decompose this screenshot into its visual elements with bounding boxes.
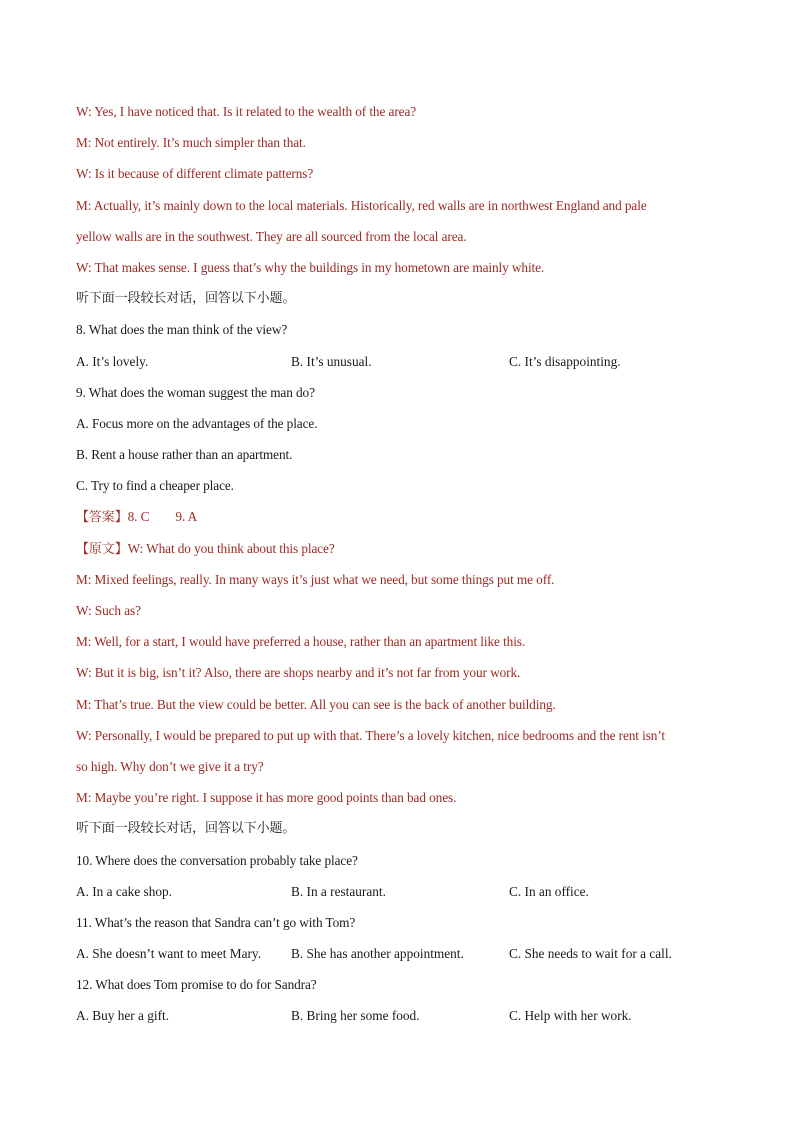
option-c: C. Try to find a cheaper place. (76, 478, 234, 494)
section-instruction: 听下面一段较长对话，回答以下小题。 (76, 821, 296, 837)
question-8: 8. What does the man think of the view? (76, 322, 288, 338)
transcript-first: W: What do you think about this place? (127, 540, 335, 556)
question-10-options (76, 880, 736, 911)
transcript-line: W: But it is big, isn’t it? Also, there are shops nearby and it’s not far from your work. (76, 665, 521, 681)
transcript-line: M: That’s true. But the view could be better. All you can see is the back of another building. (76, 696, 556, 712)
option-b: B. It’s unusual. (291, 353, 372, 369)
question-9: 9. What does the woman suggest the man do? (76, 384, 315, 400)
question-8-options (76, 350, 736, 381)
dialogue1-line: W: That makes sense. I guess that’s why the buildings in my hometown are mainly white. (76, 259, 545, 275)
question-11-options (76, 942, 736, 973)
answer-9: 9. A (175, 509, 198, 525)
answer-8: 8. C (127, 509, 150, 525)
transcript-line: W: Personally, I would be prepared to put up with that. There’s a lovely kitchen, nice bedrooms and the rent isn’t (76, 727, 666, 743)
transcript-line: W: Such as? (76, 603, 141, 618)
section-instruction: 听下面一段较长对话，回答以下小题。 (76, 291, 296, 307)
dialogue1-line: M: Not entirely. It’s much simpler than that. (76, 135, 306, 151)
option-c: C. It’s disappointing. (509, 353, 621, 369)
transcript-tag: 【原文】 (76, 541, 128, 557)
option-c: C. Help with her work. (509, 1008, 632, 1024)
option-b: B. She has another appointment. (291, 946, 464, 962)
dialogue1-line: W: Is it because of different climate patterns? (76, 166, 314, 182)
option-b: B. Rent a house rather than an apartment. (76, 447, 293, 463)
exam-page (76, 100, 736, 1036)
transcript-line: M: Mixed feelings, really. In many ways it’s just what we need, but some things put me off. (76, 571, 555, 587)
dialogue1-line: W: Yes, I have noticed that. Is it related to the wealth of the area? (76, 104, 417, 119)
question-12: 12. What does Tom promise to do for Sandra? (76, 977, 317, 993)
transcript-line (76, 537, 736, 568)
option-b: B. In a restaurant. (291, 883, 386, 899)
option-a: A. Buy her a gift. (76, 1008, 170, 1024)
option-a: A. It’s lovely. (76, 353, 149, 369)
question-11: 11. What’s the reason that Sandra can’t go with Tom? (76, 914, 356, 930)
option-a: A. Focus more on the advantages of the place. (76, 415, 318, 431)
answer-tag: 【答案】 (76, 510, 128, 526)
transcript-line: M: Well, for a start, I would have preferred a house, rather than an apartment like this. (76, 634, 526, 650)
dialogue1-line: yellow walls are in the southwest. They are all sourced from the local area. (76, 228, 467, 244)
question-10: 10. Where does the conversation probably take place? (76, 852, 358, 868)
answer-line (76, 505, 736, 536)
option-a: A. In a cake shop. (76, 883, 172, 899)
dialogue1-line: M: Actually, it’s mainly down to the local materials. Historically, red walls are in northwest England and pale (76, 197, 647, 213)
option-c: C. In an office. (509, 883, 589, 899)
option-a: A. She doesn’t want to meet Mary. (76, 946, 262, 962)
option-c: C. She needs to wait for a call. (509, 946, 672, 962)
transcript-line: M: Maybe you’re right. I suppose it has more good points than bad ones. (76, 790, 457, 806)
transcript-line: so high. Why don’t we give it a try? (76, 758, 264, 774)
option-b: B. Bring her some food. (291, 1008, 420, 1024)
question-12-options (76, 1004, 736, 1035)
